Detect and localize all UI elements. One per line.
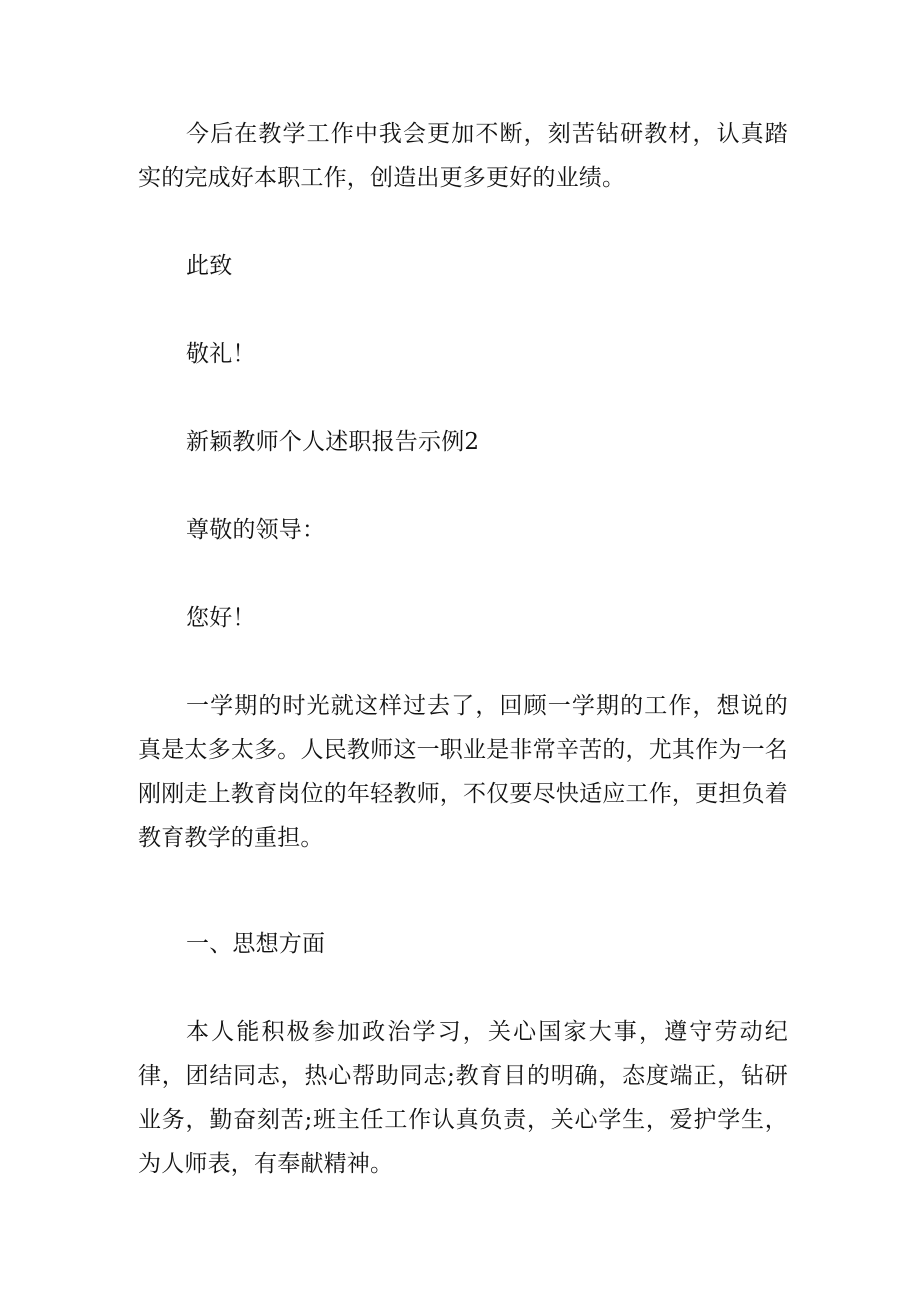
paragraph-closing-statement: 今后在教学工作中我会更加不断，刻苦钻研教材，认真踏实的完成好本职工作，创造出更多更好的业绩。 xyxy=(138,121,788,191)
paragraph-salutation-jingli: 敬礼！ xyxy=(186,341,256,367)
paragraph-introduction: 一学期的时光就这样过去了，回顾一学期的工作，想说的真是太多太多。人民教师这一职业是非常辛苦的，尤其作为一名刚刚走上教育岗位的年轻教师，不仅要尽快适应工作，更担负着教育教学的重担。 xyxy=(138,693,788,851)
paragraph-salutation-cizhi: 此致 xyxy=(186,253,233,279)
heading-ideology: 一、思想方面 xyxy=(186,931,326,957)
section-title: 新颖教师个人述职报告示例2 xyxy=(186,429,480,455)
paragraph-greeting-addressee: 尊敬的领导： xyxy=(186,517,326,543)
paragraph-ideology-body: 本人能积极参加政治学习，关心国家大事，遵守劳动纪律，团结同志，热心帮助同志;教育目的明确，态度端正，钻研业务，勤奋刻苦;班主任工作认真负责，关心学生，爱护学生，为人师表，有奉献精神。 xyxy=(138,1019,788,1177)
document-body xyxy=(138,112,788,1186)
paragraph-greeting: 您好！ xyxy=(186,605,256,631)
